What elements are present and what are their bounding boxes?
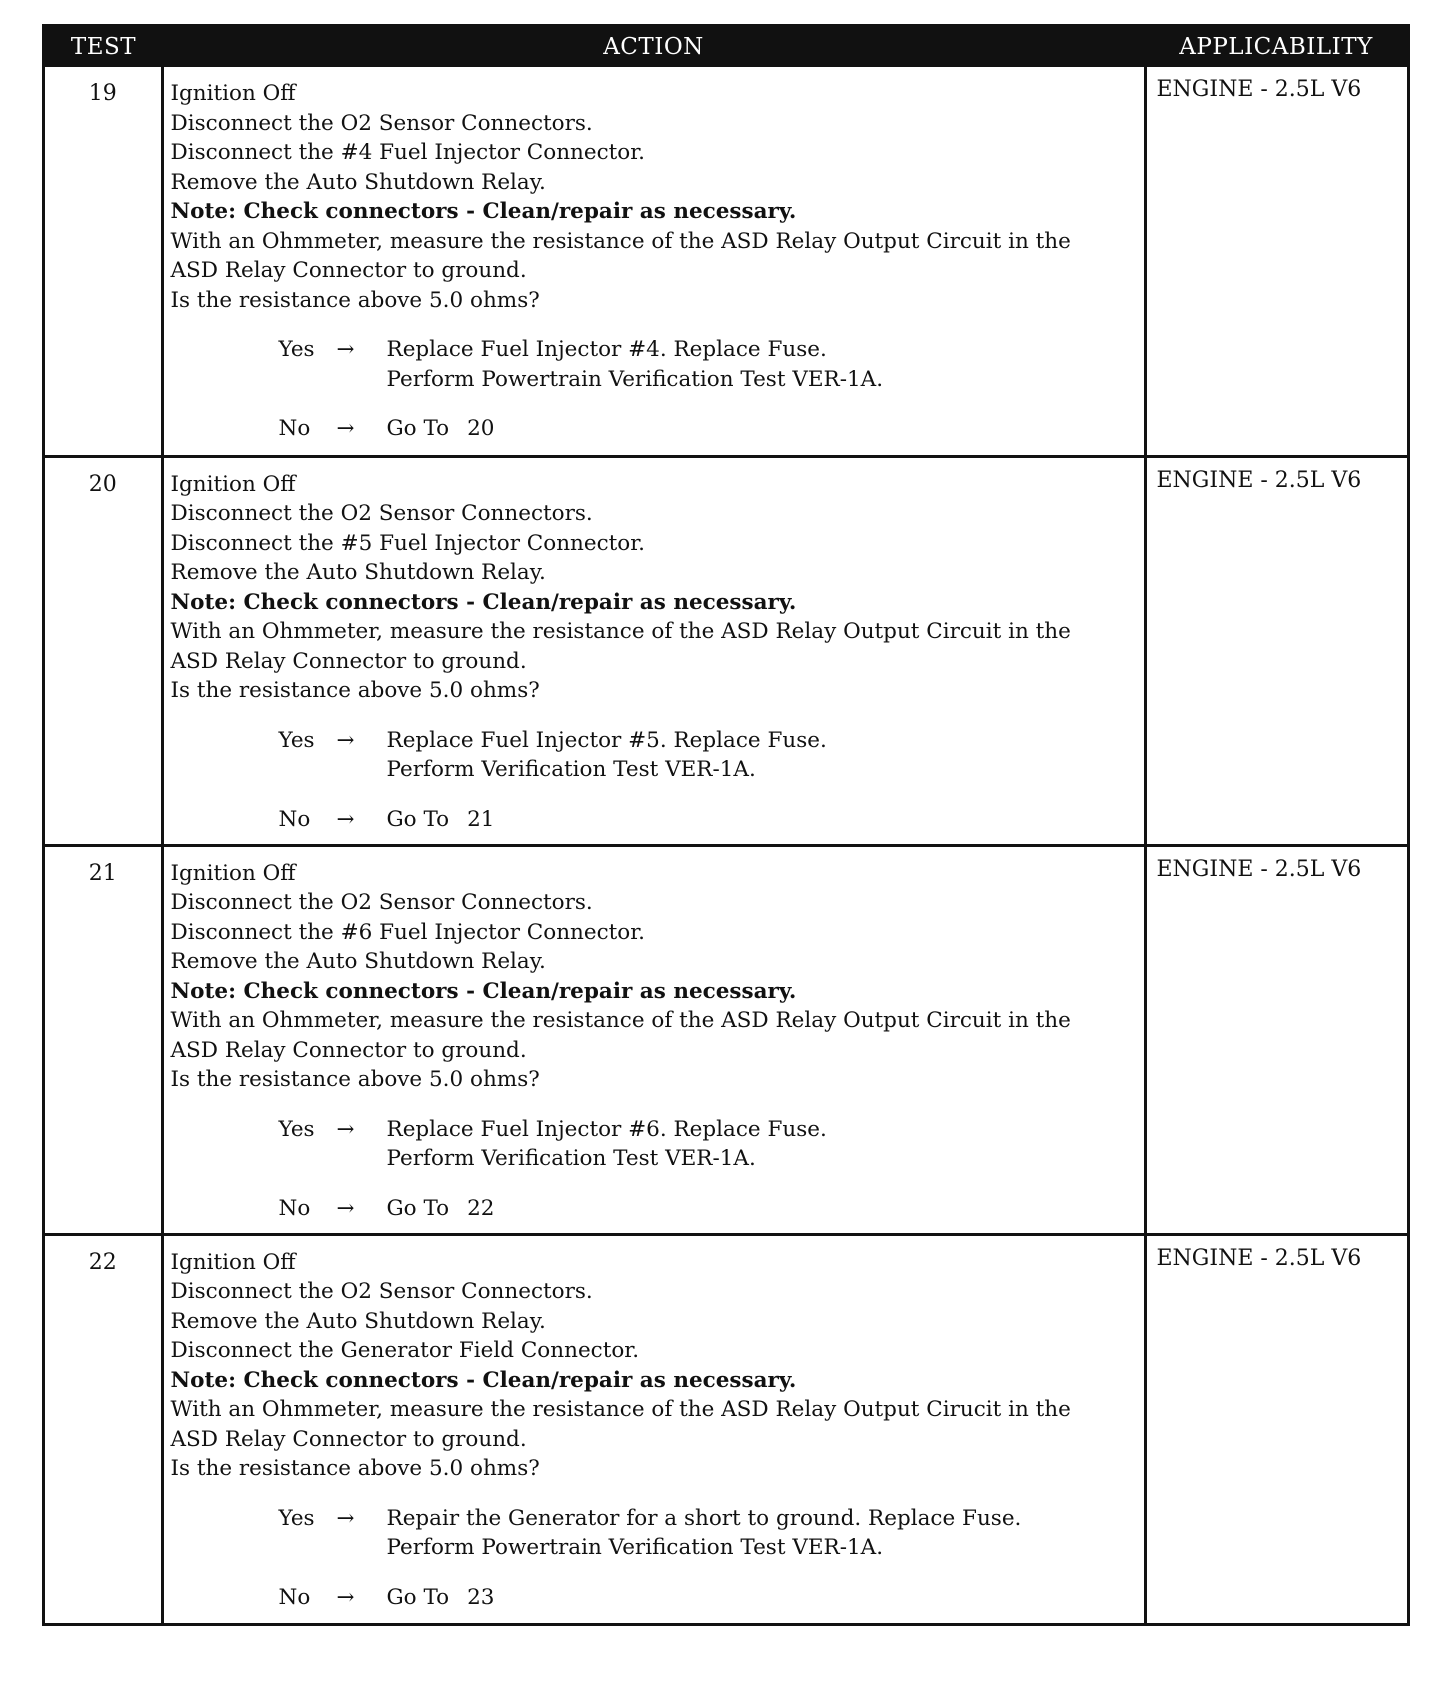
right-arrow-icon: →: [336, 1116, 355, 1142]
action-cell: [162, 1234, 1145, 1623]
goto-target: 22: [467, 1195, 495, 1221]
note-line: Note: Check connectors - Clean/repair as necessary.: [170, 978, 797, 1004]
goto-target: 21: [467, 806, 495, 832]
yes-result-line: Replace Fuel Injector #5. Replace Fuse.: [386, 727, 827, 753]
goto-target: 20: [467, 416, 495, 441]
action-line: Ignition Off: [170, 1249, 296, 1275]
table-row: [45, 456, 1407, 845]
table-header-row: [45, 27, 1407, 67]
yes-branch: [171, 335, 1144, 394]
action-line: ASD Relay Connector to ground.: [170, 1037, 527, 1063]
no-label: No: [278, 1195, 311, 1221]
action-line: Ignition Off: [170, 860, 296, 886]
applicability-cell: ENGINE - 2.5L V6: [1145, 456, 1407, 845]
action-line: Ignition Off: [170, 471, 296, 497]
action-line: With an Ohmmeter, measure the resistance of the ASD Relay Output Circuit in the: [170, 619, 1071, 644]
yes-result-line: Replace Fuel Injector #6. Replace Fuse.: [386, 1116, 827, 1142]
action-line: Remove the Auto Shutdown Relay.: [170, 560, 546, 585]
action-line: ASD Relay Connector to ground.: [170, 258, 527, 283]
action-line: Remove the Auto Shutdown Relay.: [170, 1308, 546, 1334]
action-line: With an Ohmmeter, measure the resistance of the ASD Relay Output Circuit in the: [170, 228, 1071, 254]
goto-label: Go To: [386, 806, 450, 832]
yes-result-line: Replace Fuel Injector #4. Replace Fuse.: [386, 337, 827, 362]
procedure-table: [45, 27, 1407, 1623]
right-arrow-icon: →: [336, 806, 355, 832]
action-cell: [162, 456, 1145, 845]
no-branch: [171, 1194, 1144, 1224]
action-cell: [162, 845, 1145, 1234]
yes-result-line: Perform Verification Test VER-1A.: [386, 757, 756, 782]
question-line: Is the resistance above 5.0 ohms?: [170, 1067, 540, 1092]
action-line: Disconnect the O2 Sensor Connectors.: [170, 890, 593, 915]
test-number: 22: [45, 1234, 162, 1623]
yes-label: Yes: [278, 1505, 315, 1531]
goto-target: 23: [467, 1584, 495, 1610]
no-label: No: [278, 416, 311, 441]
action-line: Disconnect the Generator Field Connector.: [170, 1338, 640, 1363]
right-arrow-icon: →: [336, 416, 355, 441]
yes-label: Yes: [278, 337, 315, 362]
action-line: Disconnect the #6 Fuel Injector Connector.: [170, 919, 645, 945]
test-number: 19: [45, 67, 162, 456]
action-line: With an Ohmmeter, measure the resistance of the ASD Relay Output Cirucit in the: [170, 1397, 1071, 1422]
yes-result-line: Perform Powertrain Verification Test VER-1A.: [386, 366, 884, 392]
right-arrow-icon: →: [336, 727, 355, 753]
goto-label: Go To: [386, 1195, 450, 1221]
yes-label: Yes: [278, 727, 315, 753]
action-line: Disconnect the #5 Fuel Injector Connector.: [170, 530, 645, 556]
no-branch: [171, 805, 1144, 835]
applicability-cell: ENGINE - 2.5L V6: [1145, 845, 1407, 1234]
table-row: [45, 1234, 1407, 1623]
procedure-table-container: [42, 24, 1410, 1626]
action-line: Remove the Auto Shutdown Relay.: [170, 949, 546, 974]
test-number: 21: [45, 845, 162, 1234]
applicability-cell: ENGINE - 2.5L V6: [1156, 77, 1362, 102]
yes-result-line: Repair the Generator for a short to ground. Replace Fuse.: [386, 1505, 1022, 1531]
yes-result-line: Perform Powertrain Verification Test VER-1A.: [386, 1535, 884, 1560]
right-arrow-icon: →: [336, 1584, 355, 1610]
yes-branch: [171, 1504, 1144, 1563]
yes-branch: [171, 726, 1144, 785]
action-cell: [162, 67, 1145, 456]
right-arrow-icon: →: [336, 1195, 355, 1221]
action-line: ASD Relay Connector to ground.: [170, 648, 527, 674]
action-line: Disconnect the O2 Sensor Connectors.: [170, 110, 593, 136]
no-label: No: [278, 1584, 311, 1610]
goto-label: Go To: [386, 1584, 450, 1610]
table-row: [45, 845, 1407, 1234]
question-line: Is the resistance above 5.0 ohms?: [170, 678, 540, 703]
no-label: No: [278, 806, 311, 832]
action-line: Disconnect the #4 Fuel Injector Connector.: [170, 140, 645, 165]
yes-result-line: Perform Verification Test VER-1A.: [386, 1146, 756, 1171]
action-line: Disconnect the O2 Sensor Connectors.: [170, 1279, 593, 1304]
no-branch: [171, 414, 1144, 444]
header-applicability: APPLICABILITY: [1145, 27, 1407, 67]
test-number: 20: [45, 456, 162, 845]
action-line: ASD Relay Connector to ground.: [170, 1426, 527, 1452]
no-branch: [171, 1583, 1144, 1613]
note-line: Note: Check connectors - Clean/repair as necessary.: [170, 589, 797, 615]
question-line: Is the resistance above 5.0 ohms?: [170, 1456, 540, 1481]
header-action: ACTION: [162, 27, 1145, 67]
yes-branch: [171, 1115, 1144, 1174]
header-test: TEST: [45, 27, 162, 67]
applicability-cell: ENGINE - 2.5L V6: [1145, 1234, 1407, 1623]
action-line: Disconnect the O2 Sensor Connectors.: [170, 501, 593, 526]
goto-label: Go To: [386, 416, 450, 441]
action-line: Remove the Auto Shutdown Relay.: [170, 169, 546, 195]
yes-label: Yes: [278, 1116, 315, 1142]
note-line: Note: Check connectors - Clean/repair as necessary.: [170, 1367, 797, 1393]
table-row: [45, 67, 1407, 456]
action-line: With an Ohmmeter, measure the resistance of the ASD Relay Output Circuit in the: [170, 1008, 1071, 1033]
right-arrow-icon: →: [336, 1505, 355, 1531]
right-arrow-icon: →: [336, 337, 355, 362]
note-line: Note: Check connectors - Clean/repair as necessary.: [170, 199, 797, 224]
question-line: Is the resistance above 5.0 ohms?: [170, 287, 540, 313]
action-line: Ignition Off: [170, 81, 296, 106]
